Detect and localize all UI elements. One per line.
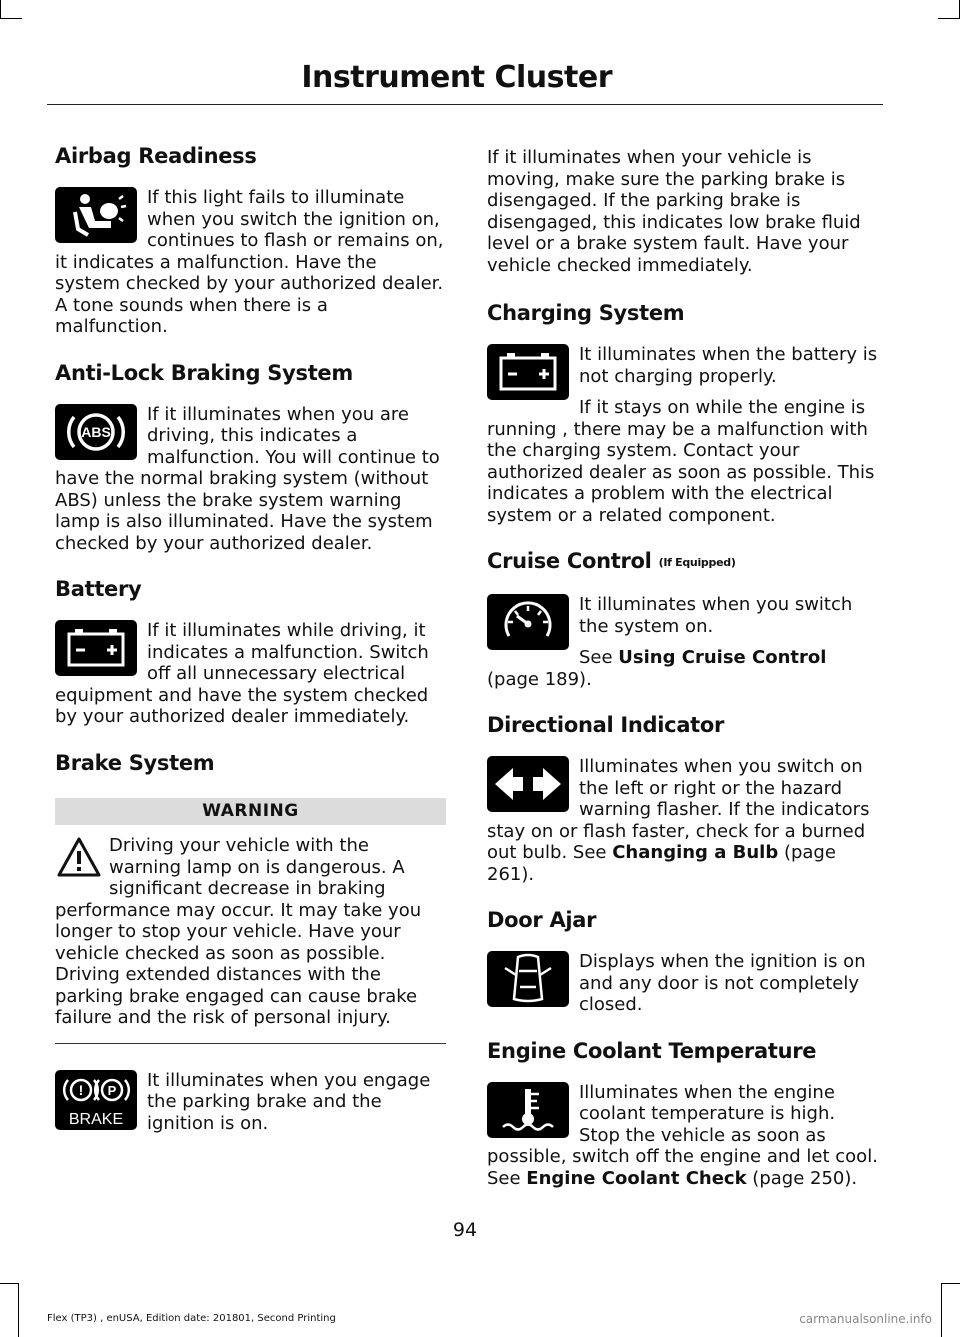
section-heading: Engine Coolant Temperature [487, 1038, 817, 1063]
section-door-ajar [487, 907, 878, 1016]
footer-edition: Flex (TP3) , enUSA, Edition date: 201801, Second Printing [47, 1313, 336, 1324]
crop-mark [0, 18, 22, 19]
section-heading: Door Ajar [487, 908, 597, 932]
crop-mark [18, 1283, 19, 1337]
brake-continued-text: If it illuminates when your vehicle is moving, make sure the parking brake is disengaged. If the parking brake is disengaged, this indicates low brake fluid level or a brake system fault. Have your vehicle checked immediately. [487, 147, 861, 276]
crop-mark [938, 18, 960, 19]
section-text: Illuminates when the engine coolant temperature is high. Stop the vehicle as soon as possible, switch off the engine and let cool. See Engine Coolant Check (page 250). [487, 1081, 878, 1189]
warning-text: Driving your vehicle with the warning lamp on is dangerous. A significant decrease in braking performance may occur. It may take you longer to stop your vehicle. Have your vehicle checked as soon as possible. Driving extended distances with the parking brake engaged can cause brake failure and the risk of personal injury. [55, 835, 422, 1028]
section-abs [55, 360, 446, 555]
section-text: It illuminates when the battery is not charging properly. [579, 344, 878, 387]
airbag-warning-icon [55, 187, 137, 243]
left-column [55, 143, 446, 1156]
abs-warning-icon [55, 404, 137, 460]
svg-text:!: ! [78, 1081, 84, 1098]
cross-reference: See Using Cruise Control (page 189). [487, 647, 827, 690]
warning-label: WARNING [55, 798, 446, 826]
crop-mark [0, 1283, 18, 1284]
section-heading: Charging System [487, 301, 685, 325]
section-directional-indicator [487, 712, 878, 885]
section-text: It illuminates when you engage the parking brake and the ignition is on. [147, 1069, 431, 1134]
section-heading: Directional Indicator [487, 713, 725, 737]
svg-text:P: P [107, 1082, 117, 1098]
cross-reference-link[interactable]: Changing a Bulb [612, 842, 779, 863]
warning-box [55, 798, 446, 1044]
cross-reference-link[interactable]: Using Cruise Control [618, 647, 827, 668]
battery-icon [487, 344, 569, 400]
crop-mark [942, 1283, 960, 1284]
section-text: If it illuminates while driving, it indicates a malfunction. Switch off all unnecessary electrical equipment and have the system checked by your authorized dealer immediately. [55, 620, 429, 727]
crop-mark [941, 1283, 942, 1337]
svg-text:ABS: ABS [81, 423, 111, 440]
section-charging-system [487, 300, 878, 526]
section-heading: Airbag Readiness [55, 144, 257, 168]
turn-signal-arrows-icon [487, 756, 569, 812]
section-text: If this light fails to illuminate when you switch the ignition on, continues to flash or remains on, it indicates a malfunction. Have the system checked by your authorized dealer. A tone sounds when there is a malfunction. [55, 187, 444, 337]
brake-warning-icon [55, 1070, 137, 1130]
speedometer-icon [487, 594, 569, 650]
heading-text: Cruise Control [487, 549, 652, 573]
section-text: If it illuminates when you are driving, this indicates a malfunction. You will continue to have the normal braking system (without ABS) unless the brake system warning lamp is also illuminated. Have the system checked by your authorized dealer. [55, 403, 440, 554]
section-battery [55, 576, 446, 728]
section-brake-system [55, 750, 446, 1135]
section-text: Displays when the ignition is on and any door is not completely closed. [579, 951, 866, 1015]
door-ajar-icon [487, 951, 569, 1007]
section-text: Illuminates when you switch on the left or right or the hazard warning flasher. If the indicators stay on or flash faster, check for a burned out bulb. See Changing a Bulb (page 261). [487, 756, 870, 885]
title-divider [47, 104, 883, 105]
section-engine-coolant [487, 1038, 878, 1190]
right-column [487, 143, 878, 1211]
battery-icon [55, 620, 137, 676]
svg-text:BRAKE: BRAKE [68, 1110, 124, 1128]
section-cruise-control [487, 548, 878, 690]
section-heading [487, 548, 878, 576]
if-equipped-note: (If Equipped) [658, 556, 736, 569]
section-heading: Battery [55, 577, 142, 601]
section-heading: Anti-Lock Braking System [55, 360, 353, 385]
watermark: carmanualsonline.info [799, 1312, 932, 1326]
section-airbag [55, 143, 446, 338]
crop-mark [0, 0, 1, 18]
section-heading: Brake System [55, 750, 215, 775]
page-title: Instrument Cluster [301, 60, 612, 95]
section-text: If it stays on while the engine is running , there may be a malfunction with the charging system. Contact your authorized dealer as soon as possible. This indicates a problem with the electrical system or a related component. [487, 397, 875, 526]
warning-triangle-icon [55, 835, 103, 881]
page-number: 94 [452, 1219, 478, 1241]
section-text: It illuminates when you switch the system on. [579, 594, 853, 637]
cross-reference-link[interactable]: Engine Coolant Check [526, 1167, 747, 1189]
coolant-temperature-icon [487, 1082, 569, 1138]
